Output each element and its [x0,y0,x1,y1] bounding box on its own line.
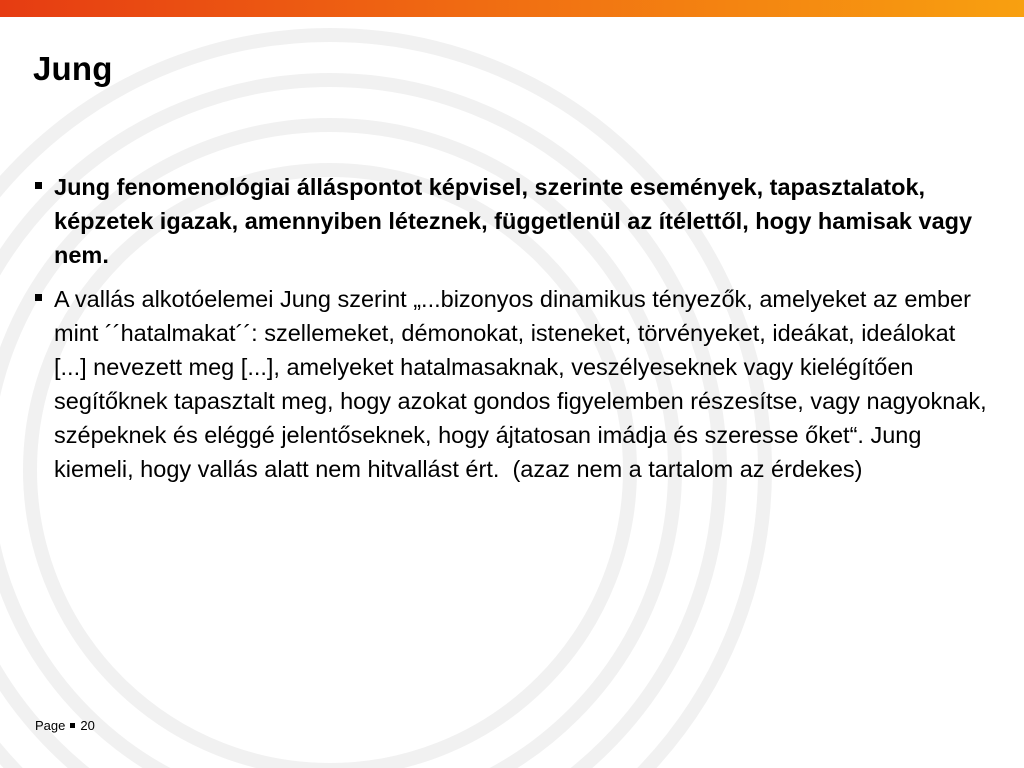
bullet-text: Jung fenomenológiai álláspontot képvisel, szerinte események, tapasztalatok, képzetek igazak, amennyiben léteznek, függetlenül az ítélettől, hogy hamisak vagy nem. [54,174,979,268]
bullet-text: A vallás alkotóelemei Jung szerint „...bizonyos dinamikus tényezők, amelyeket az ember mint ´´hatalmakat´´: szellemeket, démonokat, isteneket, törvényeket, ideákat, ideálokat [...] nevezett meg [...], amelyeket hatalmasaknak, veszélyeseknek vagy kielégítően segítőknek tapasztalt meg, hogy azokat gondos figyelemben részesítse, vagy nagyoknak, szépeknek és eléggé jelentőseknek, hogy ájtatosan imádja és szeresse őket“. Jung kiemeli, hogy vallás alatt nem hitvallást ért. (azaz nem a tartalom az érdekes) [54,286,994,482]
page-number: 20 [80,718,95,733]
bullet-item [33,282,993,486]
square-bullet-icon [35,182,42,189]
page-footer [35,718,95,733]
bullet-item [33,170,993,272]
bullet-list [33,170,993,496]
square-separator-icon [70,723,75,728]
slide-title: Jung [33,50,113,87]
page-label: Page [35,718,66,733]
square-bullet-icon [35,294,42,301]
